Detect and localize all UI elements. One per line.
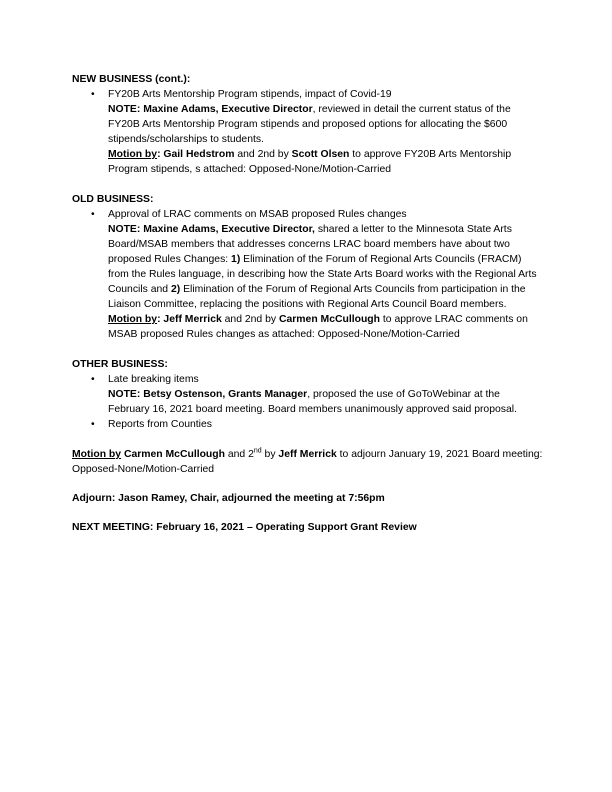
item-title: • Late breaking items: [108, 374, 199, 385]
note-label: NOTE:: [108, 389, 141, 400]
seconder-name: Jeff Merrick: [278, 449, 337, 460]
old-business-list: [72, 207, 544, 342]
motion-label: Motion by: [108, 314, 158, 325]
item-title: • FY20B Arts Mentorship Program stipends, impact of Covid-19: [108, 89, 392, 100]
note-name: Betsy Ostenson, Grants Manager: [143, 389, 308, 400]
other-business-heading: OTHER BUSINESS:: [72, 359, 168, 370]
ordinal-suffix: nd: [253, 447, 262, 455]
mover-name: Jeff Merrick: [163, 314, 222, 325]
motion-label: Motion by: [72, 449, 122, 460]
note-label: NOTE:: [108, 104, 141, 115]
next-meeting-line: NEXT MEETING: February 16, 2021 – Operating Support Grant Review: [72, 522, 417, 533]
seconder-name: Carmen McCullough: [278, 314, 380, 325]
motion-label: Motion by: [108, 149, 158, 160]
new-business-list: [72, 87, 544, 177]
minutes-content: [72, 72, 544, 535]
note-number-1: 1): [231, 254, 241, 265]
note-name: Maxine Adams, Executive Director: [143, 104, 313, 115]
motion-colon: :: [157, 149, 161, 160]
note-paragraph: [108, 102, 544, 147]
motion-text: to approve LRAC comments on MSAB proposed Rules changes as attached: Opposed-None/Motion-Carried: [108, 314, 528, 340]
new-business-heading: NEW BUSINESS (cont.):: [72, 74, 191, 85]
list-item: [108, 417, 544, 432]
motion-colon: :: [157, 314, 161, 325]
mover-name: Gail Hedstrom: [163, 149, 235, 160]
item-title: • Reports from Counties: [108, 419, 212, 430]
note-label: NOTE:: [108, 224, 141, 235]
note-paragraph: [108, 387, 544, 417]
mover-name: Carmen McCullough: [123, 449, 225, 460]
other-business-list: [72, 372, 544, 432]
list-item: [108, 372, 544, 417]
motion-text: to approve FY20B Arts Mentorship Program stipends, s attached: Opposed-None/Motion-Carried: [108, 149, 512, 175]
motion-text: to adjourn January 19, 2021 Board meeting: Opposed-None/Motion-Carried: [72, 449, 543, 475]
adjourn-motion-paragraph: [72, 447, 544, 477]
motion-paragraph: [108, 147, 544, 177]
note-number-2: 2): [170, 284, 181, 295]
and-2nd-text: and 2: [224, 449, 254, 460]
by-text: by: [261, 449, 279, 460]
old-business-heading: OLD BUSINESS:: [72, 194, 154, 205]
note-text: Elimination of the Forum of Regional Arts Councils (FRACM) from the Rules language, in describing how the State Arts Board works with the Regional Arts Councils and: [108, 254, 537, 295]
list-item: [108, 87, 544, 177]
note-text: , reviewed in detail the current status of the FY20B Arts Mentorship Program stipends and proposed options for allocating the $600 stipends/scholarships to students.: [108, 104, 511, 145]
and-2nd-text: and 2nd by: [221, 314, 279, 325]
list-item: [108, 207, 544, 342]
note-paragraph: [108, 222, 544, 312]
and-2nd-text: and 2nd by: [234, 149, 292, 160]
note-text: Elimination of the Forum of Regional Arts Councils from participation in the Liaison Committee, replacing the positions with Regional Arts Council Board members.: [108, 284, 526, 310]
note-text: , proposed the use of GoToWebinar at the February 16, 2021 board meeting. Board members unanimously approved said proposal.: [108, 389, 517, 415]
motion-paragraph: [108, 312, 544, 342]
seconder-name: Scott Olsen: [291, 149, 350, 160]
note-text: shared a letter to the Minnesota State Arts Board/MSAB members that addresses concerns LRAC board members have about two proposed Rules Changes:: [108, 224, 512, 265]
adjourn-line: Adjourn: Jason Ramey, Chair, adjourned the meeting at 7:56pm: [72, 493, 385, 504]
item-title: • Approval of LRAC comments on MSAB proposed Rules changes: [108, 209, 407, 220]
note-name: Maxine Adams, Executive Director,: [143, 224, 315, 235]
